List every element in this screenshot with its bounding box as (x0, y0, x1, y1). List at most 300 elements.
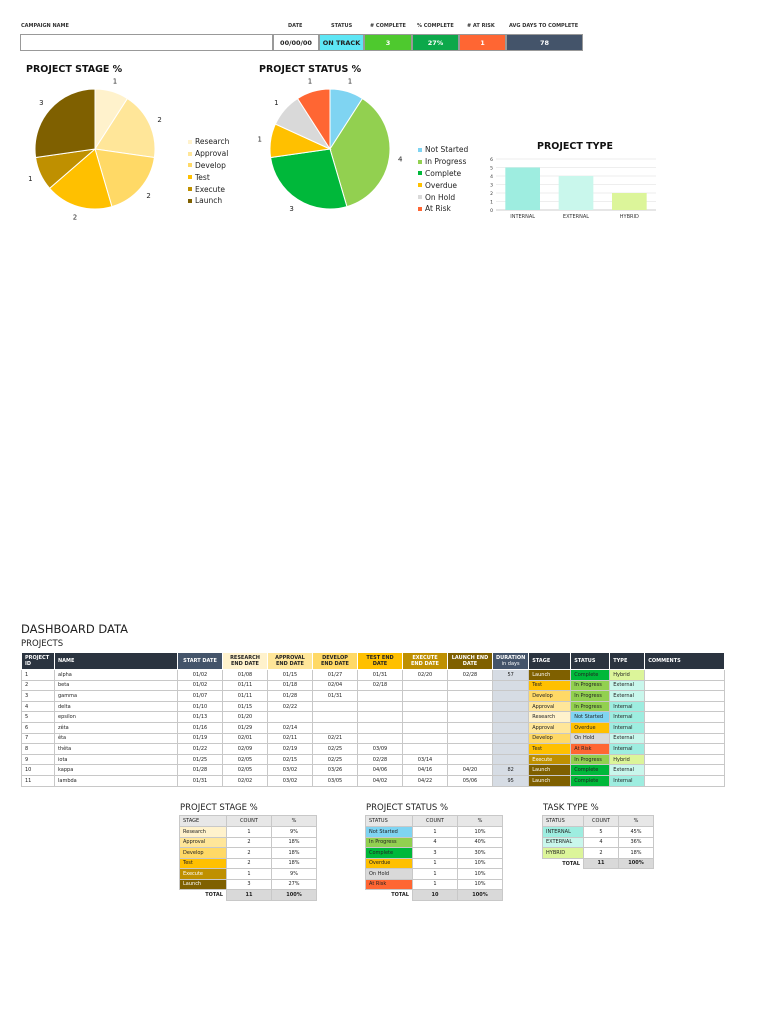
cell-research[interactable]: 02/05 (223, 765, 268, 776)
cell-research[interactable]: 02/02 (223, 775, 268, 786)
summary-cell-label: EXTERNAL (543, 837, 584, 848)
table-row[interactable] (22, 680, 725, 691)
legend-swatch (188, 187, 192, 191)
cell-id[interactable]: 7 (22, 733, 55, 744)
cell-research[interactable]: 02/09 (223, 744, 268, 755)
cell-name[interactable]: zêta (55, 722, 178, 733)
cell-develop[interactable] (313, 701, 358, 712)
cell-develop[interactable]: 01/31 (313, 691, 358, 702)
table-row[interactable] (22, 670, 725, 681)
summary-total-row (180, 890, 317, 901)
project-stage-legend (188, 136, 229, 207)
cell-type[interactable]: External (610, 733, 645, 744)
campaign-name-label: CAMPAIGN NAME (21, 23, 69, 29)
summary-total-pct: 100% (458, 890, 503, 901)
type-summary (542, 815, 654, 869)
summary-total-row (366, 890, 503, 901)
type-col-pct: % (619, 816, 654, 827)
summary-total-pct: 100% (619, 858, 654, 869)
cell-stage[interactable]: Launch (529, 670, 571, 681)
summary-cell-pct: 9% (272, 869, 317, 880)
cell-type[interactable]: Hybrid (610, 754, 645, 765)
cell-name[interactable]: alpha (55, 670, 178, 681)
cell-type[interactable]: Internal (610, 744, 645, 755)
legend-item (418, 144, 468, 156)
cell-launch[interactable] (448, 722, 493, 733)
cell-test[interactable]: 01/31 (358, 670, 403, 681)
cell-duration[interactable]: 82 (493, 765, 529, 776)
cell-duration[interactable] (493, 712, 529, 723)
cell-launch[interactable]: 04/20 (448, 765, 493, 776)
cell-start[interactable]: 01/16 (178, 722, 223, 733)
cell-comments[interactable] (645, 701, 725, 712)
avg-days-label: AVG DAYS TO COMPLETE (509, 23, 579, 29)
summary-row (543, 827, 654, 838)
status-value: ON TRACK (319, 34, 364, 51)
cell-comments[interactable] (645, 754, 725, 765)
summary-row (543, 837, 654, 848)
cell-comments[interactable] (645, 733, 725, 744)
cell-execute[interactable]: 04/16 (403, 765, 448, 776)
summary-cell-pct: 10% (458, 879, 503, 890)
cell-stage[interactable]: Execute (529, 754, 571, 765)
cell-execute[interactable]: 02/20 (403, 670, 448, 681)
legend-swatch (418, 171, 422, 175)
cell-start[interactable]: 01/10 (178, 701, 223, 712)
dashboard-data-title: DASHBOARD DATA (21, 622, 128, 636)
cell-approval[interactable]: 02/15 (268, 754, 313, 765)
cell-id[interactable]: 6 (22, 722, 55, 733)
cell-execute[interactable] (403, 722, 448, 733)
cell-start[interactable]: 01/02 (178, 680, 223, 691)
summary-cell-count: 5 (584, 827, 619, 838)
cell-id[interactable]: 5 (22, 712, 55, 723)
cell-approval[interactable]: 03/02 (268, 765, 313, 776)
summary-total-count: 11 (227, 890, 272, 901)
table-row[interactable] (22, 691, 725, 702)
cell-approval[interactable]: 02/11 (268, 733, 313, 744)
y-tick-label: 2 (490, 191, 493, 197)
cell-stage[interactable]: Develop (529, 733, 571, 744)
legend-swatch (188, 175, 192, 179)
cell-start[interactable]: 01/31 (178, 775, 223, 786)
cell-comments[interactable] (645, 722, 725, 733)
cell-execute[interactable] (403, 701, 448, 712)
cell-id[interactable]: 8 (22, 744, 55, 755)
cell-id[interactable]: 3 (22, 691, 55, 702)
cell-type[interactable]: Internal (610, 712, 645, 723)
cell-develop[interactable]: 02/21 (313, 733, 358, 744)
cell-comments[interactable] (645, 775, 725, 786)
cell-type[interactable]: Internal (610, 701, 645, 712)
cell-id[interactable]: 2 (22, 680, 55, 691)
cell-id[interactable]: 4 (22, 701, 55, 712)
summary-cell-label: Research (180, 827, 227, 838)
summary-cell-label: Test (180, 858, 227, 869)
table-row[interactable] (22, 733, 725, 744)
cell-duration[interactable] (493, 733, 529, 744)
table-row[interactable] (22, 712, 725, 723)
legend-item (418, 156, 468, 168)
cell-type[interactable]: External (610, 691, 645, 702)
cell-start[interactable]: 01/19 (178, 733, 223, 744)
cell-research[interactable]: 02/01 (223, 733, 268, 744)
bar-hybrid (612, 193, 647, 210)
cell-execute[interactable] (403, 744, 448, 755)
cell-approval[interactable]: 02/22 (268, 701, 313, 712)
col-execute-end: EXECUTE END DATE (403, 653, 448, 670)
summary-cell-count: 3 (413, 848, 458, 859)
summary-cell-count: 1 (227, 827, 272, 838)
legend-swatch (188, 199, 192, 203)
table-row[interactable] (22, 744, 725, 755)
cell-approval[interactable]: 01/28 (268, 691, 313, 702)
cell-start[interactable]: 01/22 (178, 744, 223, 755)
col-type: TYPE (610, 653, 645, 670)
avg-days-value: 78 (506, 34, 583, 51)
cell-status[interactable]: At Risk (571, 744, 610, 755)
cell-test[interactable] (358, 712, 403, 723)
cell-approval[interactable]: 03/02 (268, 775, 313, 786)
status-col-status: STATUS (366, 816, 413, 827)
summary-cell-pct: 40% (458, 837, 503, 848)
col-duration (493, 653, 529, 670)
col-stage: STAGE (529, 653, 571, 670)
cell-test[interactable] (358, 733, 403, 744)
cell-name[interactable]: delta (55, 701, 178, 712)
summary-row (180, 869, 317, 880)
cell-stage[interactable]: Launch (529, 775, 571, 786)
summary-cell-pct: 18% (272, 858, 317, 869)
table-row[interactable] (22, 765, 725, 776)
complete-pct-label: % COMPLETE (417, 23, 454, 29)
legend-item (418, 203, 468, 215)
cell-comments[interactable] (645, 765, 725, 776)
cell-launch[interactable] (448, 744, 493, 755)
summary-total-row (543, 858, 654, 869)
cell-start[interactable]: 01/02 (178, 670, 223, 681)
project-stage-pie-chart (20, 78, 170, 223)
stage-table-title: PROJECT STAGE % (180, 803, 258, 813)
col-research-end: RESEARCH END DATE (223, 653, 268, 670)
cell-duration[interactable] (493, 680, 529, 691)
type-table-title: TASK TYPE % (543, 803, 599, 813)
status-col-count: COUNT (413, 816, 458, 827)
projects-title: PROJECTS (21, 639, 64, 649)
project-stage-chart-title: PROJECT STAGE % (26, 64, 123, 75)
pie-data-label: 2 (146, 191, 151, 200)
table-row[interactable] (22, 701, 725, 712)
cell-test[interactable]: 04/02 (358, 775, 403, 786)
cell-start[interactable]: 01/07 (178, 691, 223, 702)
summary-cell-count: 1 (413, 827, 458, 838)
cell-launch[interactable] (448, 754, 493, 765)
summary-cell-label: Execute (180, 869, 227, 880)
cell-id[interactable]: 10 (22, 765, 55, 776)
cell-status[interactable]: Complete (571, 670, 610, 681)
col-develop-end: DEVELOP END DATE (313, 653, 358, 670)
cell-type[interactable]: External (610, 680, 645, 691)
cell-duration[interactable] (493, 754, 529, 765)
status-summary-table (365, 815, 503, 901)
cell-test[interactable] (358, 722, 403, 733)
summary-total-label: TOTAL (366, 890, 413, 901)
legend-item (188, 148, 229, 160)
cell-comments[interactable] (645, 670, 725, 681)
cell-comments[interactable] (645, 680, 725, 691)
legend-item (418, 191, 468, 203)
summary-cell-label: Overdue (366, 858, 413, 869)
legend-label: Test (195, 172, 210, 182)
x-tick-label: HYBRID (619, 214, 639, 220)
cell-name[interactable]: iota (55, 754, 178, 765)
stage-summary (179, 815, 317, 901)
legend-item (418, 179, 468, 191)
cell-test[interactable]: 02/28 (358, 754, 403, 765)
legend-swatch (188, 152, 192, 156)
table-row[interactable] (22, 775, 725, 786)
cell-execute[interactable]: 04/22 (403, 775, 448, 786)
cell-develop[interactable]: 01/27 (313, 670, 358, 681)
summary-cell-pct: 18% (272, 848, 317, 859)
cell-status[interactable]: On Hold (571, 733, 610, 744)
legend-item (188, 195, 229, 207)
legend-swatch (418, 148, 422, 152)
cell-status[interactable]: In Progress (571, 691, 610, 702)
cell-stage[interactable]: Test (529, 744, 571, 755)
cell-duration[interactable] (493, 691, 529, 702)
complete-pct-value: 27% (412, 34, 459, 51)
summary-cell-count: 1 (413, 858, 458, 869)
summary-cell-label: INTERNAL (543, 827, 584, 838)
at-risk-label: # AT RISK (467, 23, 495, 29)
y-tick-label: 0 (490, 208, 493, 214)
cell-start[interactable]: 01/13 (178, 712, 223, 723)
cell-name[interactable]: gamma (55, 691, 178, 702)
pie-data-label: 1 (347, 78, 353, 86)
bar-external (559, 176, 594, 210)
summary-cell-label: Approval (180, 837, 227, 848)
cell-comments[interactable] (645, 744, 725, 755)
col-start-date: START DATE (178, 653, 223, 670)
pie-data-label: 3 (289, 205, 294, 214)
cell-develop[interactable]: 02/25 (313, 744, 358, 755)
cell-stage[interactable]: Test (529, 680, 571, 691)
cell-type[interactable]: Hybrid (610, 670, 645, 681)
cell-type[interactable]: Internal (610, 775, 645, 786)
cell-approval[interactable]: 01/18 (268, 680, 313, 691)
cell-approval[interactable]: 02/19 (268, 744, 313, 755)
cell-research[interactable]: 01/11 (223, 680, 268, 691)
legend-label: Research (195, 137, 230, 147)
cell-develop[interactable]: 03/05 (313, 775, 358, 786)
cell-name[interactable]: beta (55, 680, 178, 691)
summary-row (366, 837, 503, 848)
cell-develop[interactable] (313, 712, 358, 723)
cell-name[interactable]: kappa (55, 765, 178, 776)
cell-stage[interactable]: Launch (529, 765, 571, 776)
table-row[interactable] (22, 722, 725, 733)
cell-start[interactable]: 01/28 (178, 765, 223, 776)
cell-status[interactable]: In Progress (571, 680, 610, 691)
cell-launch[interactable] (448, 701, 493, 712)
cell-launch[interactable] (448, 680, 493, 691)
legend-label: Launch (195, 196, 223, 206)
summary-cell-label: HYBRID (543, 848, 584, 859)
date-value[interactable]: 00/00/00 (273, 34, 319, 51)
cell-research[interactable]: 01/29 (223, 722, 268, 733)
cell-type[interactable]: Internal (610, 722, 645, 733)
summary-cell-pct: 10% (458, 858, 503, 869)
cell-comments[interactable] (645, 691, 725, 702)
cell-execute[interactable] (403, 712, 448, 723)
summary-cell-count: 1 (413, 869, 458, 880)
cell-id[interactable]: 1 (22, 670, 55, 681)
campaign-name-field[interactable] (20, 34, 273, 51)
project-type-chart-title: PROJECT TYPE (537, 141, 613, 152)
status-summary (365, 815, 503, 901)
legend-swatch (188, 163, 192, 167)
table-row[interactable] (22, 754, 725, 765)
col-comments: COMMENTS (645, 653, 725, 670)
cell-develop[interactable]: 02/04 (313, 680, 358, 691)
cell-type[interactable]: External (610, 765, 645, 776)
cell-approval[interactable]: 02/14 (268, 722, 313, 733)
date-label: DATE (288, 23, 303, 29)
cell-research[interactable]: 01/15 (223, 701, 268, 712)
summary-row (366, 858, 503, 869)
cell-duration[interactable]: 57 (493, 670, 529, 681)
cell-duration[interactable] (493, 722, 529, 733)
summary-row (180, 848, 317, 859)
cell-status[interactable]: In Progress (571, 754, 610, 765)
cell-status[interactable]: In Progress (571, 701, 610, 712)
cell-research[interactable]: 01/08 (223, 670, 268, 681)
status-col-pct: % (458, 816, 503, 827)
cell-name[interactable]: thêta (55, 744, 178, 755)
cell-execute[interactable] (403, 733, 448, 744)
cell-launch[interactable] (448, 691, 493, 702)
summary-row (366, 827, 503, 838)
pie-data-label: 2 (157, 116, 162, 125)
pie-data-label: 4 (398, 155, 403, 164)
stage-col-pct: % (272, 816, 317, 827)
cell-name[interactable]: epsilon (55, 712, 178, 723)
cell-research[interactable]: 01/11 (223, 691, 268, 702)
cell-stage[interactable]: Research (529, 712, 571, 723)
cell-test[interactable] (358, 691, 403, 702)
cell-launch[interactable] (448, 712, 493, 723)
summary-cell-count: 4 (413, 837, 458, 848)
cell-comments[interactable] (645, 712, 725, 723)
col-launch-end: LAUNCH END DATE (448, 653, 493, 670)
cell-execute[interactable] (403, 680, 448, 691)
complete-count-label: # COMPLETE (370, 23, 406, 29)
cell-develop[interactable]: 03/26 (313, 765, 358, 776)
cell-approval[interactable] (268, 712, 313, 723)
stage-summary-table (179, 815, 317, 901)
cell-status[interactable]: Not Started (571, 712, 610, 723)
stage-col-stage: STAGE (180, 816, 227, 827)
x-tick-label: EXTERNAL (562, 214, 590, 220)
cell-execute[interactable]: 03/14 (403, 754, 448, 765)
cell-start[interactable]: 01/25 (178, 754, 223, 765)
legend-swatch (418, 195, 422, 199)
cell-launch[interactable]: 02/28 (448, 670, 493, 681)
legend-swatch (418, 207, 422, 211)
cell-research[interactable]: 01/20 (223, 712, 268, 723)
legend-item (188, 171, 229, 183)
cell-test[interactable]: 04/06 (358, 765, 403, 776)
summary-row (180, 837, 317, 848)
summary-total-pct: 100% (272, 890, 317, 901)
cell-id[interactable]: 11 (22, 775, 55, 786)
x-tick-label: INTERNAL (510, 214, 536, 220)
status-table-title: PROJECT STATUS % (366, 803, 449, 813)
y-tick-label: 1 (490, 200, 493, 206)
cell-duration[interactable] (493, 701, 529, 712)
cell-name[interactable]: êta (55, 733, 178, 744)
cell-name[interactable]: lambda (55, 775, 178, 786)
cell-status[interactable]: Overdue (571, 722, 610, 733)
project-status-pie-chart (255, 78, 405, 223)
cell-launch[interactable]: 05/06 (448, 775, 493, 786)
cell-test[interactable]: 02/18 (358, 680, 403, 691)
summary-cell-pct: 9% (272, 827, 317, 838)
col-name: NAME (55, 653, 178, 670)
summary-total-count: 10 (413, 890, 458, 901)
cell-status[interactable]: Complete (571, 765, 610, 776)
cell-duration[interactable]: 95 (493, 775, 529, 786)
col-status: STATUS (571, 653, 610, 670)
cell-approval[interactable]: 01/15 (268, 670, 313, 681)
type-col-status: STATUS (543, 816, 584, 827)
cell-stage[interactable]: Approval (529, 701, 571, 712)
legend-label: On Hold (425, 192, 456, 202)
cell-research[interactable]: 02/05 (223, 754, 268, 765)
col-duration-unit: in days (501, 661, 520, 667)
cell-develop[interactable]: 02/25 (313, 754, 358, 765)
legend-label: Execute (195, 184, 225, 194)
pie-slice-launch (35, 89, 95, 158)
cell-execute[interactable] (403, 691, 448, 702)
legend-label: Develop (195, 160, 226, 170)
summary-row (180, 879, 317, 890)
project-status-chart-title: PROJECT STATUS % (259, 64, 362, 75)
summary-cell-label: Not Started (366, 827, 413, 838)
summary-cell-pct: 18% (619, 848, 654, 859)
cell-duration[interactable] (493, 744, 529, 755)
cell-id[interactable]: 9 (22, 754, 55, 765)
y-tick-label: 3 (490, 183, 493, 189)
cell-test[interactable]: 03/09 (358, 744, 403, 755)
project-type-bar-chart (484, 153, 664, 225)
summary-cell-pct: 18% (272, 837, 317, 848)
legend-label: Complete (425, 168, 462, 178)
legend-swatch (418, 160, 422, 164)
summary-row (180, 827, 317, 838)
summary-total-label: TOTAL (543, 858, 584, 869)
summary-total-count: 11 (584, 858, 619, 869)
cell-develop[interactable] (313, 722, 358, 733)
legend-item (188, 136, 229, 148)
cell-stage[interactable]: Approval (529, 722, 571, 733)
cell-status[interactable]: Complete (571, 775, 610, 786)
cell-launch[interactable] (448, 733, 493, 744)
summary-cell-count: 2 (227, 848, 272, 859)
cell-test[interactable] (358, 701, 403, 712)
cell-stage[interactable]: Develop (529, 691, 571, 702)
